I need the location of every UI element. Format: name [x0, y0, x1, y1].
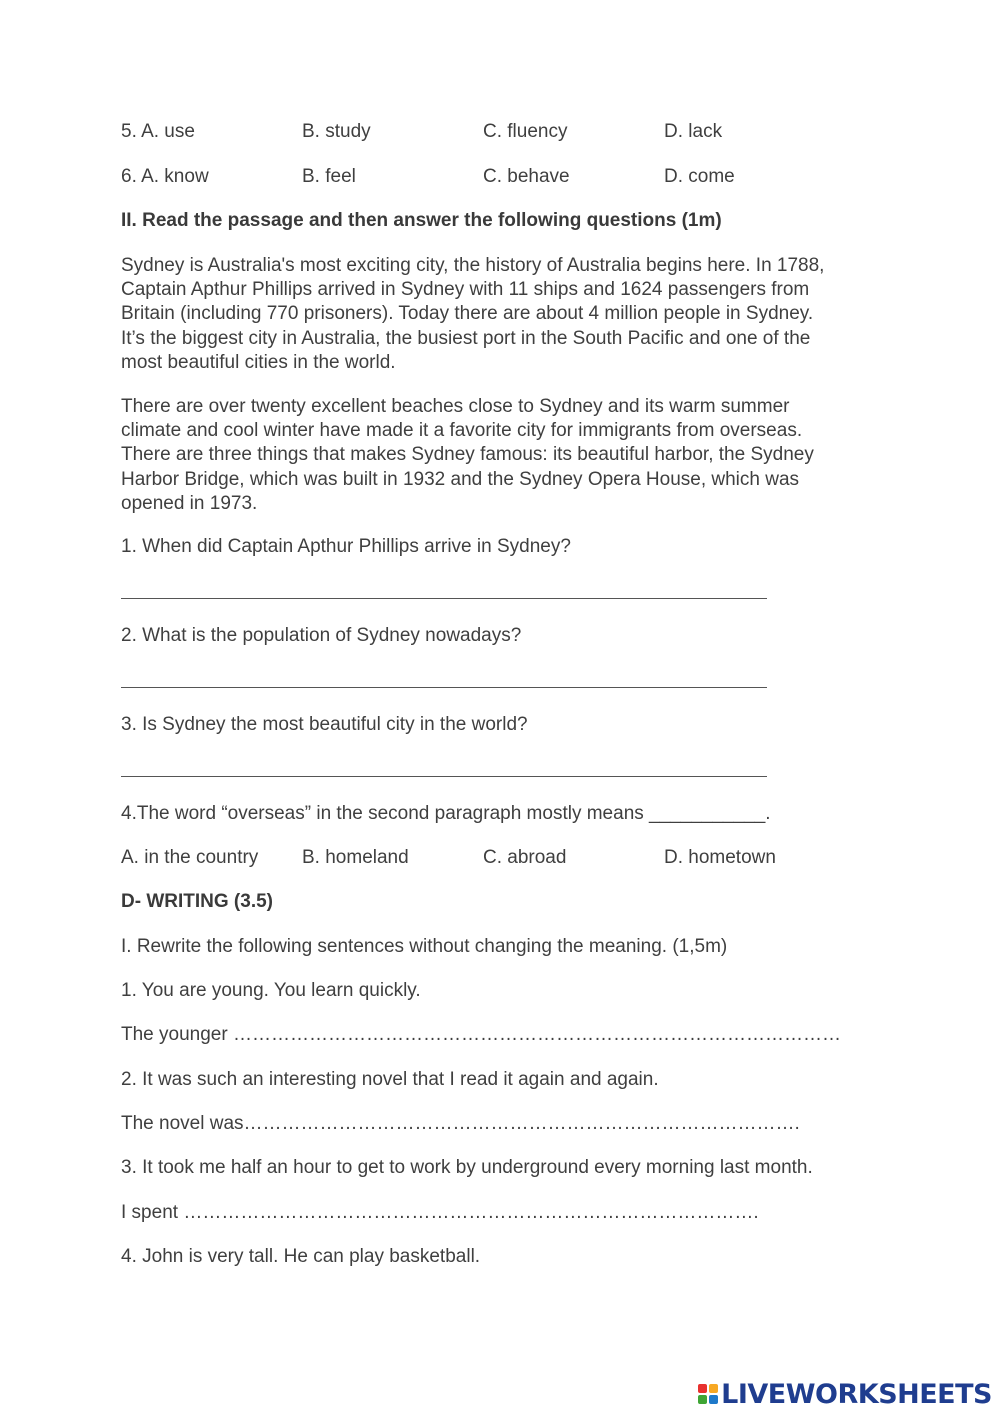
q4-option-b: B. homeland: [302, 847, 409, 868]
passage-line: Captain Apthur Phillips arrived in Sydney with 11 ships and 1624 passengers from: [121, 279, 810, 301]
passage-line: Sydney is Australia's most exciting city, the history of Australia begins here. In 1788,: [121, 255, 825, 276]
logo-square: [698, 1384, 707, 1393]
reading-question-4: 4.The word “overseas” in the second paragraph mostly means ___________.: [121, 803, 771, 824]
logo-square: [709, 1384, 718, 1393]
writing-sentence-1: 1. You are young. You learn quickly.: [121, 980, 421, 1001]
q6-option-b: B. feel: [302, 166, 356, 187]
passage-line: most beautiful cities in the world.: [121, 351, 396, 373]
q6-option-a: 6. A. know: [121, 166, 209, 187]
writing-sentence-4: 4. John is very tall. He can play basketball.: [121, 1246, 481, 1267]
passage-paragraph-1: [121, 254, 881, 375]
q4-option-a: A. in the country: [121, 847, 259, 868]
answer-line-1[interactable]: [121, 598, 767, 599]
q4-option-c: C. abroad: [483, 847, 567, 868]
writing-sentence-3: 3. It took me half an hour to get to work by underground every morning last month.: [121, 1157, 813, 1178]
passage-paragraph-2: [121, 395, 881, 516]
q5-option-b: B. study: [302, 121, 371, 142]
liveworksheets-logo-icon: [698, 1384, 718, 1404]
q5-option-d: D. lack: [664, 121, 723, 142]
answer-line-3[interactable]: [121, 776, 767, 777]
q4-option-d: D. hometown: [664, 847, 776, 868]
q5-option-c: C. fluency: [483, 121, 568, 142]
passage-line: opened in 1973.: [121, 492, 258, 514]
logo-text: LIVEWORKSHEETS: [721, 1378, 992, 1410]
writing-instruction: I. Rewrite the following sentences without changing the meaning. (1,5m): [121, 936, 728, 957]
reading-question-2: 2. What is the population of Sydney nowadays?: [121, 625, 522, 646]
logo-square: [709, 1395, 718, 1404]
q6-option-d: D. come: [664, 166, 735, 187]
q5-option-a: 5. A. use: [121, 121, 195, 142]
answer-line-2[interactable]: [121, 687, 767, 688]
passage-line: There are over twenty excellent beaches close to Sydney and its warm summer: [121, 396, 790, 417]
passage-line: It’s the biggest city in Australia, the busiest port in the South Pacific and one of the: [121, 327, 811, 349]
passage-line: climate and cool winter have made it a favorite city for immigrants from overseas.: [121, 420, 803, 442]
logo-square: [698, 1395, 707, 1404]
reading-question-1: 1. When did Captain Apthur Phillips arrive in Sydney?: [121, 536, 571, 557]
passage-line: Britain (including 770 prisoners). Today there are about 4 million people in Sydney.: [121, 303, 814, 325]
q6-option-c: C. behave: [483, 166, 570, 187]
reading-question-3: 3. Is Sydney the most beautiful city in the world?: [121, 714, 528, 735]
writing-heading: D- WRITING (3.5): [121, 891, 273, 912]
passage-line: There are three things that makes Sydney famous: its beautiful harbor, the Sydney: [121, 444, 814, 466]
liveworksheets-logo: [698, 1378, 992, 1410]
writing-sentence-2: 2. It was such an interesting novel that I read it again and again.: [121, 1069, 659, 1090]
reading-heading: II. Read the passage and then answer the following questions (1m): [121, 210, 722, 231]
writing-answer-3[interactable]: I spent ……………………………………………………………………………….: [121, 1202, 759, 1223]
passage-line: Harbor Bridge, which was built in 1932 and the Sydney Opera House, which was: [121, 468, 800, 490]
writing-answer-2[interactable]: The novel was…………………………………………………………………………….: [121, 1113, 800, 1134]
writing-answer-1[interactable]: The younger ……………………………………………………………………………………: [121, 1024, 841, 1045]
